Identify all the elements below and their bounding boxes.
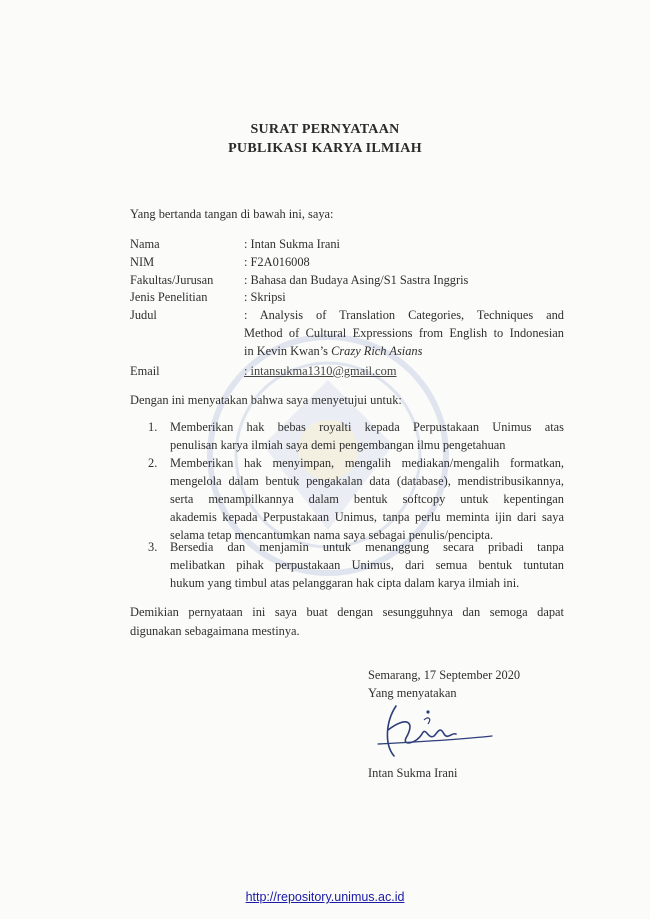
field-value-email: : intansukma1310@gmail.com <box>244 364 397 378</box>
judul-text: in Kevin Kwan’s <box>244 344 328 358</box>
list-item-number: 2. <box>148 456 158 470</box>
field-value-jenis-penelitian: : Skripsi <box>244 290 286 304</box>
list-item-line: hukum yang timbul atas pelanggaran hak cipta dalam karya ilmiah ini. <box>170 576 520 590</box>
list-item-line: Bersedia dan menjamin untuk menanggung secara pribadi tanpa <box>170 540 564 554</box>
field-label-nama: Nama <box>130 237 160 251</box>
handwritten-signature <box>366 696 496 762</box>
field-value-judul-line: Method of Cultural Expressions from English to Indonesian <box>244 326 564 340</box>
list-item-number: 3. <box>148 540 158 554</box>
list-item-line: Memberikan hak bebas royalti kepada Perpustakaan Unimus atas <box>170 420 564 434</box>
field-value-nim: : F2A016008 <box>244 255 310 269</box>
field-value-judul-line: : Analysis of Translation Categories, Techniques and <box>244 308 564 322</box>
field-label-jenis-penelitian: Jenis Penelitian <box>130 290 208 304</box>
closing-line: digunakan sebagaimana mestinya. <box>130 624 300 638</box>
list-item-line: penulisan karya ilmiah saya demi pengembangan ilmu pengetahuan <box>170 438 506 452</box>
statement-text: Dengan ini menyatakan bahwa saya menyetujui untuk: <box>130 393 402 407</box>
field-value-fakultas: : Bahasa dan Budaya Asing/S1 Sastra Inggris <box>244 273 469 287</box>
field-label-nim: NIM <box>130 255 155 269</box>
field-label-judul: Judul <box>130 308 157 322</box>
intro-text: Yang bertanda tangan di bawah ini, saya: <box>130 207 334 221</box>
field-value-nama: : Intan Sukma Irani <box>244 237 341 251</box>
list-item-line: mengelola dalam bentuk pengakalan data (database), mendistribusikannya, <box>170 474 564 488</box>
field-value-judul-line <box>244 344 564 359</box>
document-title: SURAT PERNYATAAN <box>250 122 400 137</box>
list-item-line: melibatkan pihak perpustakaan Unimus, dari semua bentuk tuntutan <box>170 558 564 572</box>
signer-name: Intan Sukma Irani <box>368 766 458 780</box>
judul-italic-title: Crazy Rich Asians <box>331 344 423 358</box>
field-label-email: Email <box>130 364 160 378</box>
list-item-line: akademis kepada Perpustakaan Unimus, tanpa perlu meminta ijin dari saya <box>170 510 564 524</box>
list-item-line: Memberikan hak menyimpan, mengalih mediakan/mengalih formatkan, <box>170 456 564 470</box>
repository-link[interactable]: http://repository.unimus.ac.id <box>245 890 405 904</box>
list-item-number: 1. <box>148 420 158 434</box>
field-label-fakultas: Fakultas/Jurusan <box>130 273 214 287</box>
document-subtitle: PUBLIKASI KARYA ILMIAH <box>228 141 422 156</box>
list-item-line: serta menampilkannya dalam bentuk softcopy untuk kepentingan <box>170 492 564 506</box>
declarant-label: Yang menyatakan <box>368 686 457 700</box>
closing-line: Demikian pernyataan ini saya buat dengan sesungguhnya dan semoga dapat <box>130 605 564 619</box>
place-date: Semarang, 17 September 2020 <box>368 668 521 682</box>
list-item-line: selama tetap mencantumkan nama saya sebagai penulis/pencipta. <box>170 528 494 542</box>
